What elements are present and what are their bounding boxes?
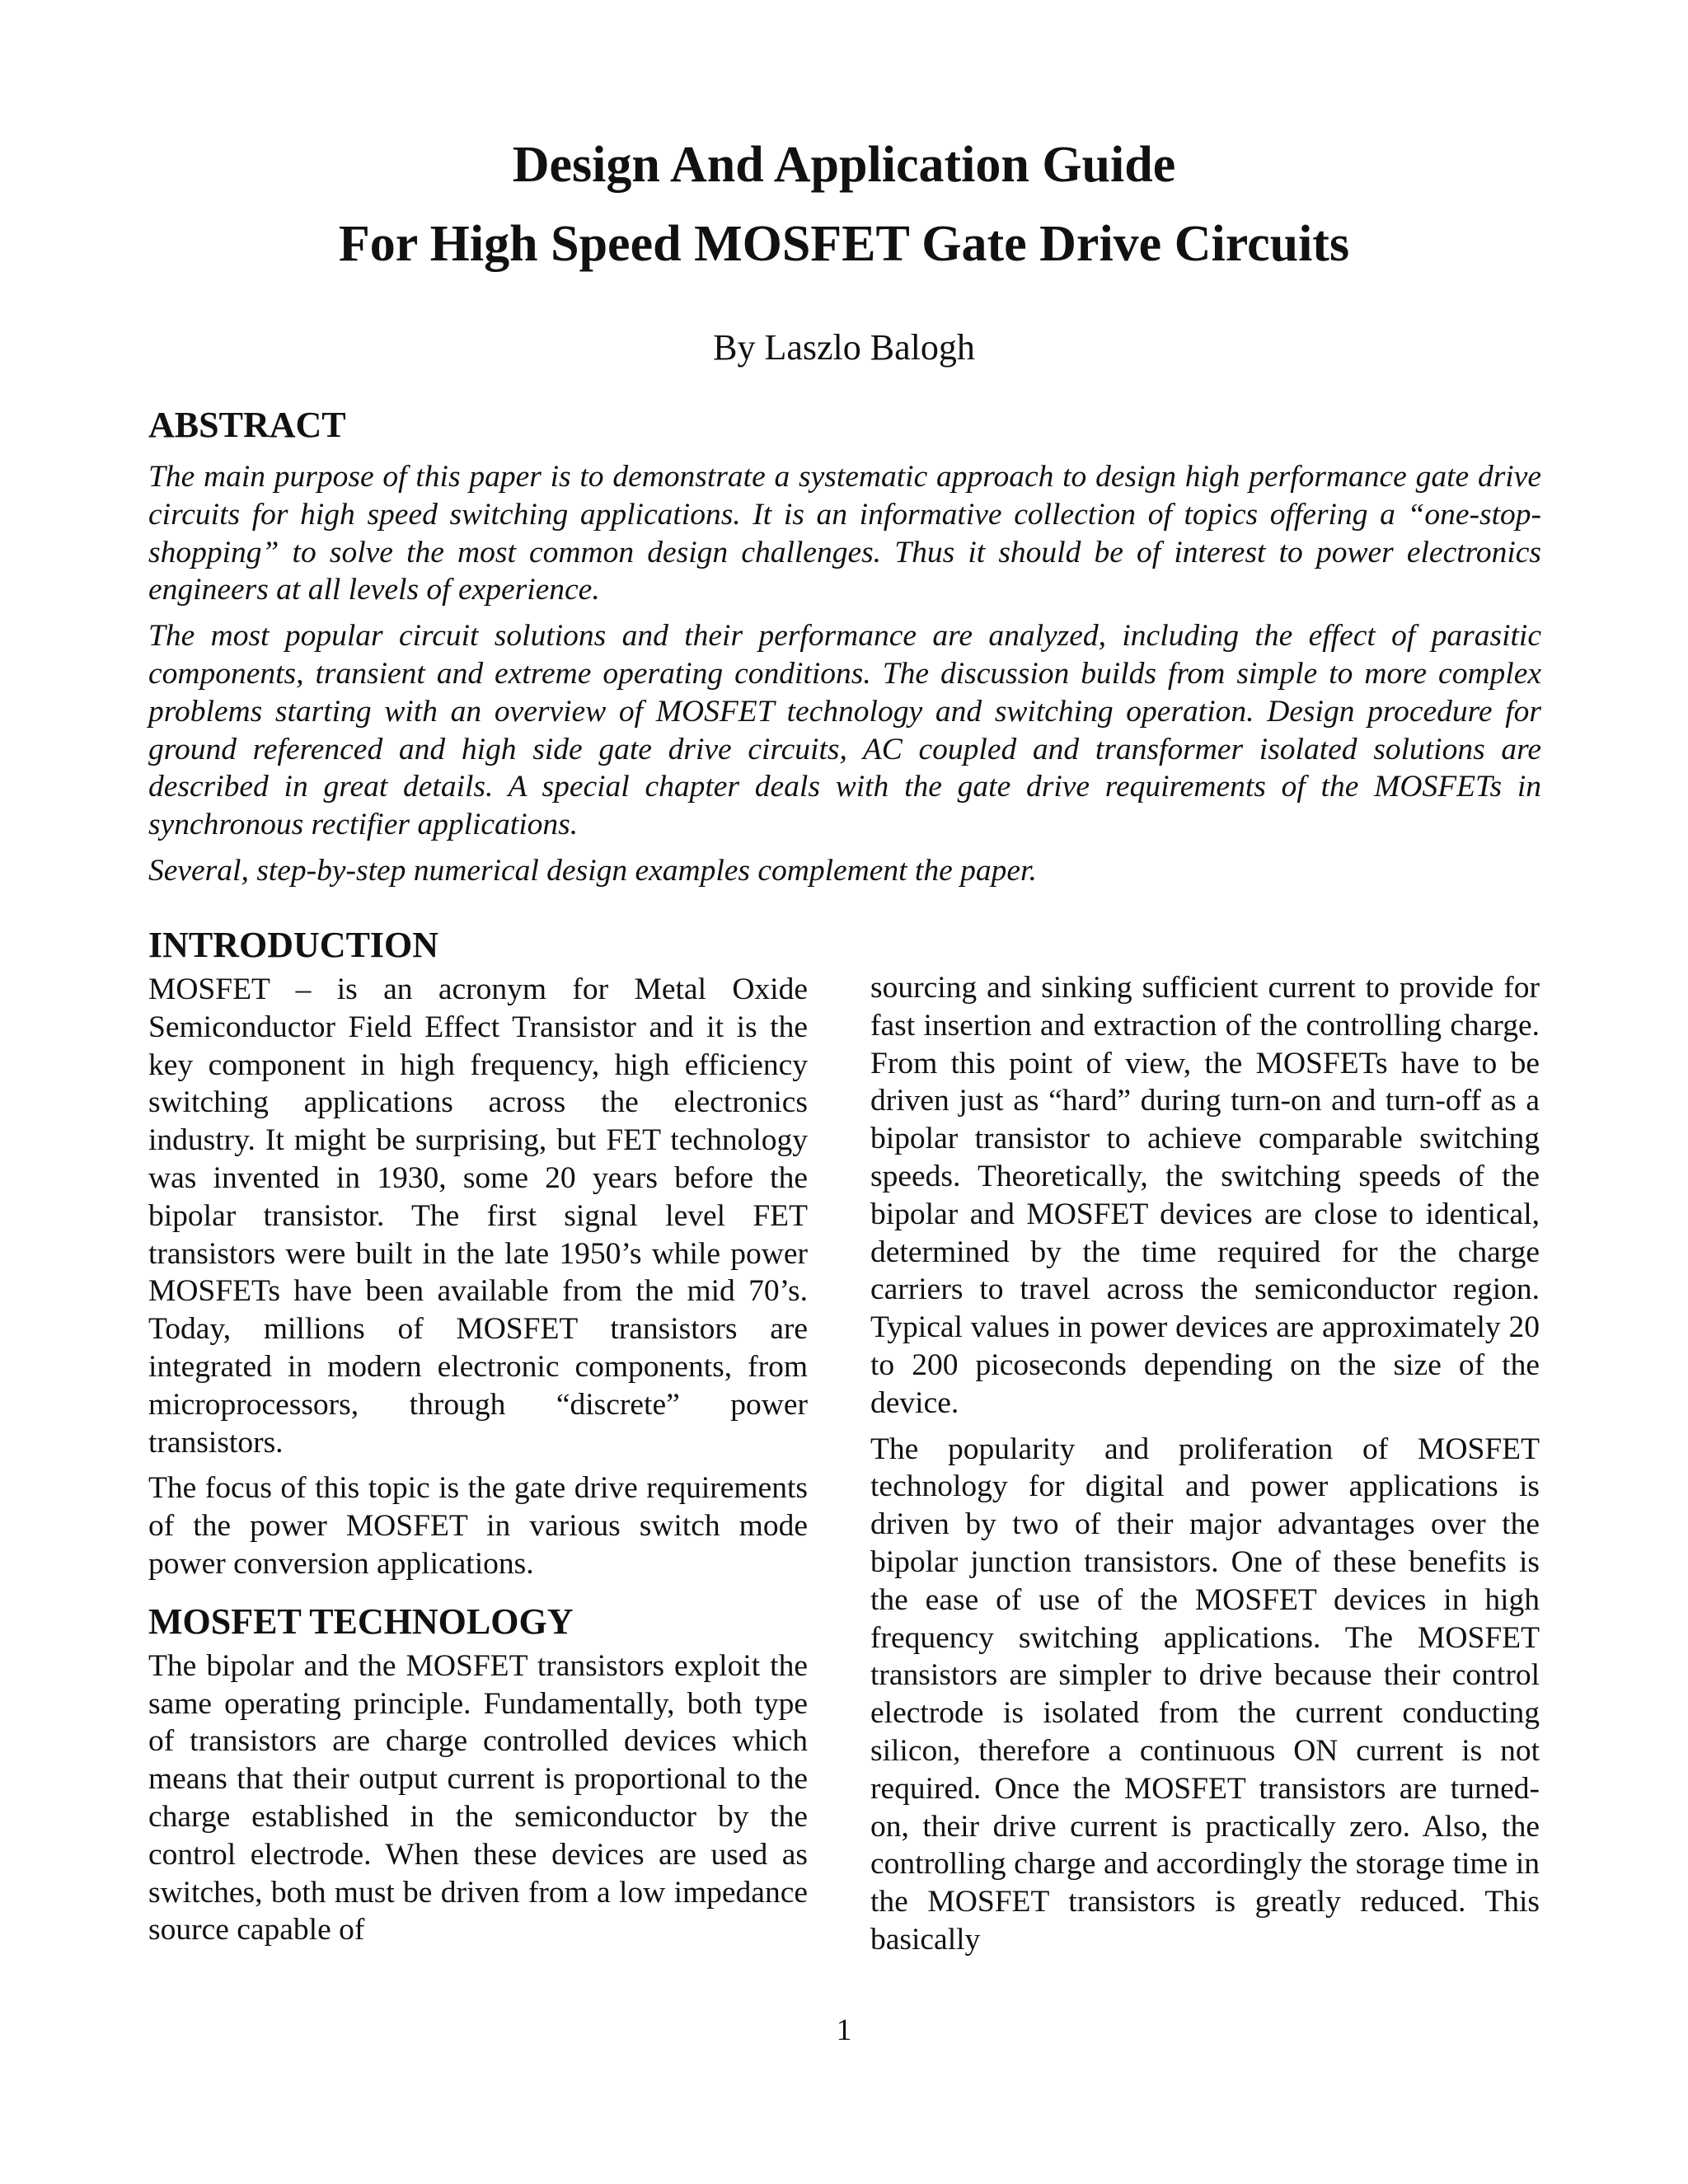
introduction-paragraph: MOSFET – is an acronym for Metal Oxide Semiconductor Field Effect Transistor and it is the key component in high frequency, high efficiency switching applications across the electronics industry. It might be surprising, but FET technology was invented in 1930, some 20 years before the bipolar transistor. The first signal level FET transistors were built in the late 1950’s while power MOSFETs have been available from the mid 70’s. Today, millions of MOSFET transistors are integrated in modern electronic components, from microprocessors, through “discrete” power transistors. xyxy=(148,972,808,1460)
abstract-paragraph: The main purpose of this paper is to demonstrate a systematic approach to design high performance gate drive circuits for high speed switching applications. It is an informative collection of topics offering a “one-stop-shopping” to solve the most common design challenges. Thus it should be of interest to power electronics engineers at all levels of experience. xyxy=(148,460,1541,607)
mosfet-technology-heading: MOSFET TECHNOLOGY xyxy=(148,1601,574,1642)
page-number: 1 xyxy=(836,2013,852,2047)
paper-title-line-2: For High Speed MOSFET Gate Drive Circuits xyxy=(338,216,1350,272)
introduction-heading: INTRODUCTION xyxy=(148,925,439,965)
abstract-paragraph: The most popular circuit solutions and their performance are analyzed, including the effect of parasitic components, transient and extreme operating conditions. The discussion builds from simple to more complex problems starting with an overview of MOSFET technology and switching operation. Design procedure for ground referenced and high side gate drive circuits, AC coupled and transformer isolated solutions are described in great details. A special chapter deals with the gate drive requirements of the MOSFETs in synchronous rectifier applications. xyxy=(148,619,1541,842)
author-line: By Laszlo Balogh xyxy=(713,327,975,368)
right-column xyxy=(870,969,1540,1967)
abstract-paragraph: Several, step-by-step numerical design examples complement the paper. xyxy=(148,853,1037,888)
abstract-heading: ABSTRACT xyxy=(148,405,346,445)
right-column-paragraph: sourcing and sinking sufficient current to provide for fast insertion and extraction of the controlling charge. From this point of view, the MOSFETs have to be driven just as “hard” during turn-on and turn-off as a bipolar transistor to achieve comparable switching speeds. Theoretically, the switching speeds of the bipolar and MOSFET devices are close to identical, determined by the time required for the charge carriers to travel across the semiconductor region. Typical values in power devices are approximately 20 to 200 picoseconds depending on the size of the device. xyxy=(870,971,1540,1420)
abstract-body xyxy=(148,458,1541,898)
introduction-paragraph: The focus of this topic is the gate drive requirements of the power MOSFET in various switch mode power conversion applications. xyxy=(148,1471,808,1581)
paper-title-line-1: Design And Application Guide xyxy=(512,137,1176,193)
left-column xyxy=(148,921,808,1957)
right-column-paragraph: The popularity and proliferation of MOSFET technology for digital and power applications is driven by two of their major advantages over the bipolar junction transistors. One of these benefits is the ease of use of the MOSFET devices in high frequency switching applications. The MOSFET transistors are simpler to drive because their control electrode is isolated from the current conducting silicon, therefore a continuous ON current is not required. Once the MOSFET transistors are turned-on, their drive current is practically zero. Also, the controlling charge and accordingly the storage time in the MOSFET transistors is greatly reduced. This basically xyxy=(870,1432,1540,1957)
mosfet-technology-paragraph: The bipolar and the MOSFET transistors exploit the same operating principle. Fundamentally, both type of transistors are charge controlled devices which means that their output current is proportional to the charge established in the semiconductor by the control electrode. When these devices are used as switches, both must be driven from a low impedance source capable of xyxy=(148,1648,808,1947)
